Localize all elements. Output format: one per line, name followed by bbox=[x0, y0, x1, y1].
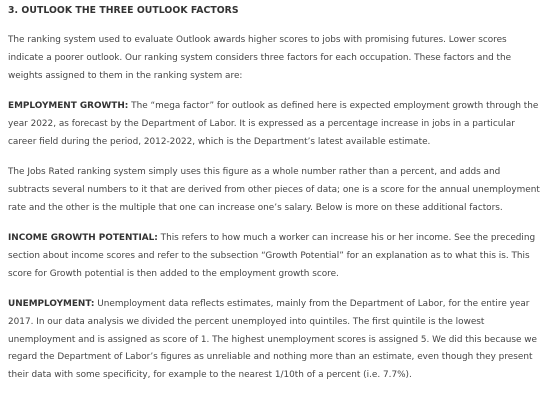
unemployment-label: UNEMPLOYMENT: bbox=[8, 299, 95, 309]
income-growth-paragraph bbox=[8, 230, 544, 283]
employment-growth-text: The “mega factor” for outlook as defined here is expected employment growth through the year 2022, as forecast by the Department of Labor. It is expressed as a percentage increase in jobs in a particular career field during the period, 2012-2022, which is the Department’s latest available estimate. bbox=[8, 101, 539, 147]
section-heading: 3. OUTLOOK THE THREE OUTLOOK FACTORS bbox=[8, 5, 239, 16]
unemployment-text: Unemployment data reflects estimates, mainly from the Department of Labor, for the entire year 2017. In our data analysis we divided the percent unemployed into quintiles. The first quintile is the lowest unemployment and is assigned as score of 1. The highest unemployment scores is assigned 5. We did this because we regard the Department of Labor’s figures as unreliable and nothing more than an estimate, even though they present their data with some specificity, for example to the nearest 1/10th of a percent (i.e. 7.7%). bbox=[8, 299, 537, 381]
unemployment-paragraph bbox=[8, 296, 544, 385]
employment-growth-label: EMPLOYMENT GROWTH: bbox=[8, 101, 129, 111]
employment-growth-paragraph bbox=[8, 98, 544, 151]
jobs-rated-paragraph: The Jobs Rated ranking system simply uses this figure as a whole number rather than a percent, and adds and subtracts several numbers to it that are derived from other pieces of data; one is a score for the annual unemployment rate and the other is the multiple that one can increase one’s salary. Below is more on these additional factors. bbox=[8, 167, 540, 213]
income-growth-text: This refers to how much a worker can increase his or her income. See the preceding section about income scores and refer to the subsection “Growth Potential” for an explanation as to what this is. This score for Growth potential is then added to the employment growth score. bbox=[8, 233, 536, 279]
intro-paragraph: The ranking system used to evaluate Outlook awards higher scores to jobs with promising futures. Lower scores indicate a poorer outlook. Our ranking system considers three factors for each occupation. These factors and the weights assigned to them in the ranking system are: bbox=[8, 35, 512, 81]
income-growth-label: INCOME GROWTH POTENTIAL: bbox=[8, 233, 158, 243]
